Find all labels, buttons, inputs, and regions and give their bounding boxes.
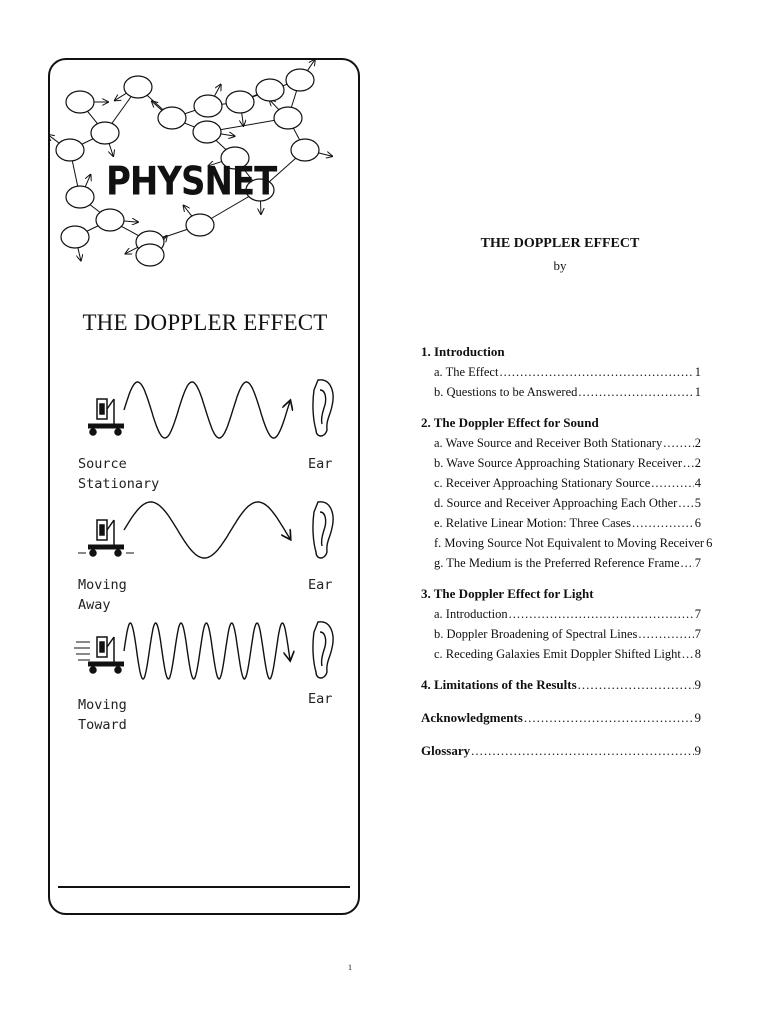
toc-leader-dots xyxy=(682,644,694,664)
cover-title: THE DOPPLER EFFECT xyxy=(82,310,328,335)
toc-item-text: g. The Medium is the Preferred Reference Frame xyxy=(434,556,680,570)
network-node xyxy=(96,209,124,231)
document-byline: by xyxy=(553,258,567,273)
network-node xyxy=(274,107,302,129)
toc-leader-dots xyxy=(578,382,693,402)
toc-leader-dots xyxy=(651,473,694,493)
toc-item[interactable] xyxy=(421,533,713,553)
toc-item-text: b. Doppler Broadening of Spectral Lines xyxy=(434,627,638,641)
network-node xyxy=(124,76,152,98)
network-node xyxy=(56,139,84,161)
toc-page-number: 8 xyxy=(694,647,701,661)
cover-card xyxy=(48,58,360,915)
toc-section-introduction xyxy=(421,342,701,402)
toc-leader-dots xyxy=(578,675,694,695)
toc-entry-acknowledgments[interactable] xyxy=(421,708,701,728)
caption-source-stationary: Source Stationary xyxy=(78,456,160,492)
toc-leader-dots xyxy=(638,624,693,644)
toc-leader-dots xyxy=(683,453,694,473)
toc-item-text: 4. Limitations of the Results xyxy=(421,677,577,692)
toc-leader-dots xyxy=(471,741,693,761)
toc-item-text: Acknowledgments xyxy=(421,710,523,725)
toc-item[interactable] xyxy=(421,433,701,453)
network-node xyxy=(136,244,164,266)
toc-item-text: f. Moving Source Not Equivalent to Moving Receiver xyxy=(434,536,705,550)
wave-moving-toward xyxy=(124,623,290,679)
toc-item-text: b. Questions to be Answered xyxy=(434,385,578,399)
toc-page-number: 2 xyxy=(694,436,701,450)
toc-item[interactable] xyxy=(421,453,701,473)
wave-moving-away xyxy=(124,502,290,558)
ear-icon xyxy=(313,622,333,678)
toc-leader-dots xyxy=(678,493,693,513)
toc-page-number: 6 xyxy=(694,516,701,530)
toc-heading[interactable]: 3. The Doppler Effect for Light xyxy=(421,586,594,601)
toc-leader-dots xyxy=(499,362,693,382)
toc-item[interactable] xyxy=(421,513,701,533)
toc-page-number: 2 xyxy=(694,456,701,470)
table-of-contents xyxy=(421,342,713,774)
network-arrow xyxy=(221,134,235,136)
network-arrow xyxy=(78,248,81,261)
network-node xyxy=(158,107,186,129)
toc-item[interactable] xyxy=(421,553,701,573)
toc-item[interactable] xyxy=(421,644,701,664)
toc-page-number: 7 xyxy=(694,556,701,570)
toc-item-text: a. Introduction xyxy=(434,607,508,621)
toc-page-number: 4 xyxy=(694,476,701,490)
toc-section-sound xyxy=(421,413,713,573)
source-stationary-icon xyxy=(88,399,124,435)
network-arrow xyxy=(214,85,220,97)
toc-leader-dots xyxy=(663,433,694,453)
source-moving-toward-icon xyxy=(74,637,124,673)
network-node xyxy=(286,69,314,91)
logo-text: PHYSNET xyxy=(106,158,277,205)
toc-page-number: 1 xyxy=(694,385,701,399)
network-arrow xyxy=(85,175,90,187)
network-node xyxy=(194,95,222,117)
toc-page-number: 7 xyxy=(694,607,701,621)
toc-page-number: 6 xyxy=(706,536,713,550)
toc-page-number: 9 xyxy=(694,743,701,758)
toc-page-number: 9 xyxy=(694,710,701,725)
wave-stationary xyxy=(124,382,290,438)
toc-item-text: a. Wave Source and Receiver Both Stationary xyxy=(434,436,663,450)
caption-moving-toward: Moving Toward xyxy=(78,697,127,733)
network-node xyxy=(61,226,89,248)
toc-item[interactable] xyxy=(421,624,701,644)
network-node xyxy=(66,91,94,113)
toc-leader-dots xyxy=(509,604,694,624)
toc-item-text: a. The Effect xyxy=(434,365,499,379)
toc-leader-dots xyxy=(681,553,694,573)
toc-page-number: 5 xyxy=(694,496,701,510)
network-arrow xyxy=(152,101,162,110)
network-arrow xyxy=(184,206,192,217)
toc-leader-dots xyxy=(632,513,694,533)
network-arrow xyxy=(319,153,333,156)
physnet-network-logo xyxy=(50,60,360,280)
network-node xyxy=(66,186,94,208)
toc-item-text: Glossary xyxy=(421,743,471,758)
network-node xyxy=(291,139,319,161)
cover-bottom-rule xyxy=(58,886,350,888)
toc-item-text: c. Receiver Approaching Stationary Source xyxy=(434,476,651,490)
toc-item-text: c. Receding Galaxies Emit Doppler Shifted Light xyxy=(434,647,681,661)
network-arrow xyxy=(50,135,59,143)
toc-entry-glossary[interactable] xyxy=(421,741,701,761)
toc-leader-dots xyxy=(524,708,694,728)
network-node xyxy=(193,121,221,143)
network-node xyxy=(91,122,119,144)
ear-icon xyxy=(313,380,333,436)
caption-ear-1: Ear xyxy=(308,456,333,472)
toc-item[interactable] xyxy=(421,382,701,402)
network-arrow xyxy=(124,221,138,222)
toc-page-number: 7 xyxy=(694,627,701,641)
toc-item[interactable] xyxy=(421,362,701,382)
caption-ear-2: Ear xyxy=(308,577,333,593)
toc-page-number: 9 xyxy=(694,677,701,692)
toc-item[interactable] xyxy=(421,604,701,624)
network-node xyxy=(226,91,254,113)
document-title: THE DOPPLER EFFECT xyxy=(480,236,640,251)
toc-section-light xyxy=(421,584,701,664)
caption-moving-away: Moving Away xyxy=(78,577,127,613)
network-arrow xyxy=(307,60,314,71)
network-arrow xyxy=(109,144,113,156)
toc-item-text: b. Wave Source Approaching Stationary Receiver xyxy=(434,456,682,470)
toc-item[interactable] xyxy=(421,493,701,513)
network-node xyxy=(256,79,284,101)
page-number: 1 xyxy=(348,963,352,972)
toc-item-text: e. Relative Linear Motion: Three Cases xyxy=(434,516,631,530)
caption-ear-3: Ear xyxy=(308,691,333,707)
doppler-diagram xyxy=(50,360,360,680)
network-arrow xyxy=(115,93,127,100)
ear-icon xyxy=(313,502,333,558)
toc-heading[interactable]: 2. The Doppler Effect for Sound xyxy=(421,415,599,430)
network-arrow xyxy=(242,113,244,126)
toc-entry-limitations[interactable] xyxy=(421,675,701,695)
toc-item[interactable] xyxy=(421,473,701,493)
toc-page-number: 1 xyxy=(694,365,701,379)
network-node xyxy=(186,214,214,236)
toc-item-text: d. Source and Receiver Approaching Each Other xyxy=(434,496,678,510)
toc-heading[interactable]: 1. Introduction xyxy=(421,344,505,359)
source-moving-away-icon xyxy=(78,520,134,556)
